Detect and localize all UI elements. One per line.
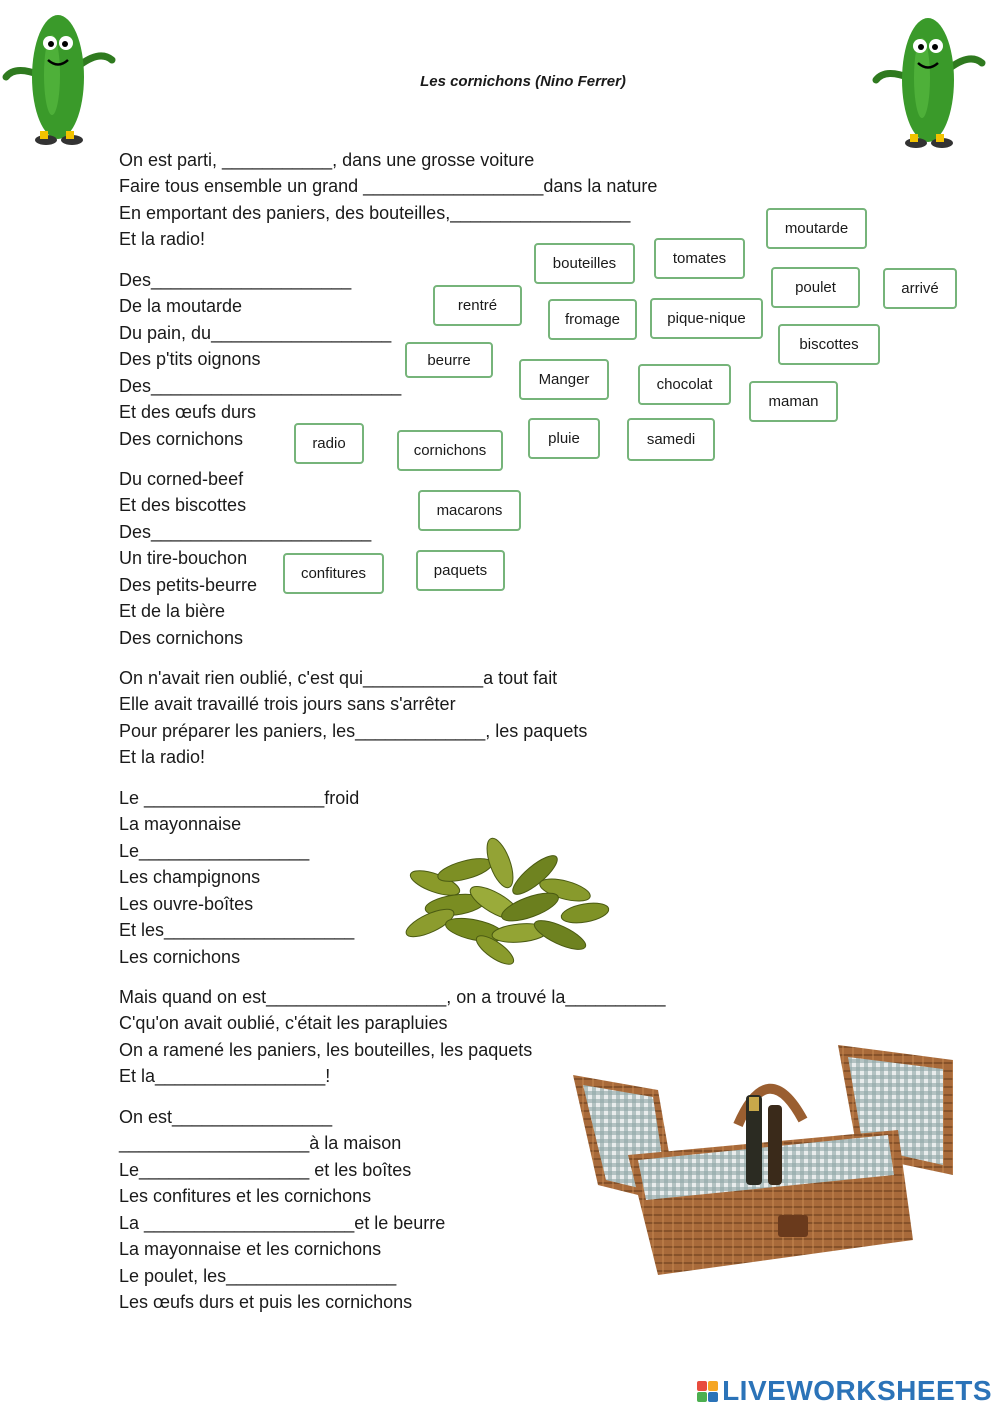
lyric-line: Des_________________________ xyxy=(119,376,402,396)
picnic-basket-image xyxy=(568,1035,958,1300)
word-chip-macarons[interactable]: macarons xyxy=(418,490,521,531)
lyric-line: Un tire-bouchon xyxy=(119,548,248,568)
word-chip-bouteilles[interactable]: bouteilles xyxy=(534,243,635,284)
liveworksheets-footer xyxy=(697,1375,992,1407)
word-chip-arrive[interactable]: arrivé xyxy=(883,268,957,309)
word-chip-confitures[interactable]: confitures xyxy=(283,553,384,594)
lyric-line: La mayonnaise et les cornichons xyxy=(119,1239,382,1259)
lyric-line: Pour préparer les paniers, les_____________, les paquets xyxy=(119,721,588,741)
lyric-line: Des cornichons xyxy=(119,429,244,449)
lyric-line: Des petits-beurre xyxy=(119,575,258,595)
word-chip-moutarde[interactable]: moutarde xyxy=(766,208,867,249)
lyric-line: On est________________ xyxy=(119,1107,333,1127)
lyric-line: Les confitures et les cornichons xyxy=(119,1186,372,1206)
lyric-line: Faire tous ensemble un grand __________________dans la nature xyxy=(119,176,658,196)
lyric-line: Des____________________ xyxy=(119,270,352,290)
lyric-line: De la moutarde xyxy=(119,296,243,316)
lyric-line: Des p'tits oignons xyxy=(119,349,261,369)
lyric-line: Et les___________________ xyxy=(119,920,355,940)
liveworksheets-logo-icon xyxy=(697,1381,718,1402)
lyric-line: Les champignons xyxy=(119,867,261,887)
lyric-line: Les ouvre-boîtes xyxy=(119,894,254,914)
lyric-line: Du pain, du__________________ xyxy=(119,323,392,343)
word-chip-fromage[interactable]: fromage xyxy=(548,299,637,340)
lyric-line: Les cornichons xyxy=(119,947,241,967)
lyric-line: On n'avait rien oublié, c'est qui____________a tout fait xyxy=(119,668,558,688)
word-chip-biscottes[interactable]: biscottes xyxy=(778,324,880,365)
lyric-line: La mayonnaise xyxy=(119,814,242,834)
word-chip-poulet[interactable]: poulet xyxy=(771,267,860,308)
word-chip-rentre[interactable]: rentré xyxy=(433,285,522,326)
lyric-line: En emportant des paniers, des bouteilles,__________________ xyxy=(119,203,631,223)
lyric-line: Le __________________froid xyxy=(119,788,360,808)
lyric-line: Le poulet, les_________________ xyxy=(119,1266,397,1286)
lyric-line: Et la_________________! xyxy=(119,1066,331,1086)
lyric-line: Et des biscottes xyxy=(119,495,247,515)
word-chip-tomates[interactable]: tomates xyxy=(654,238,745,279)
lyric-line: On est parti, ___________, dans une grosse voiture xyxy=(119,150,535,170)
lyric-line: Le_________________ xyxy=(119,841,310,861)
lyric-line: Et de la bière xyxy=(119,601,226,621)
brand-name: LIVEWORKSHEETS xyxy=(722,1375,992,1406)
lyric-line: On a ramené les paniers, les bouteilles, les paquets xyxy=(119,1040,533,1060)
pickles-image xyxy=(395,835,620,965)
lyric-line: Du corned-beef xyxy=(119,469,244,489)
lyric-line: Et des œufs durs xyxy=(119,402,257,422)
word-chip-pique-nique[interactable]: pique-nique xyxy=(650,298,763,339)
word-chip-manger[interactable]: Manger xyxy=(519,359,609,400)
word-chip-samedi[interactable]: samedi xyxy=(627,418,715,461)
word-chip-radio[interactable]: radio xyxy=(294,423,364,464)
lyric-line: Et la radio! xyxy=(119,229,206,249)
worksheet-title: Les cornichons (Nino Ferrer) xyxy=(420,73,626,90)
lyric-line: Le_________________ et les boîtes xyxy=(119,1160,412,1180)
lyric-line: Mais quand on est__________________, on a trouvé la__________ xyxy=(119,987,666,1007)
lyric-line: Et la radio! xyxy=(119,747,206,767)
lyric-line: C'qu'on avait oublié, c'était les parapluies xyxy=(119,1013,448,1033)
word-chip-paquets[interactable]: paquets xyxy=(416,550,505,591)
lyric-line: Elle avait travaillé trois jours sans s'arrêter xyxy=(119,694,456,714)
word-chip-chocolat[interactable]: chocolat xyxy=(638,364,731,405)
word-chip-maman[interactable]: maman xyxy=(749,381,838,422)
lyric-line: Des cornichons xyxy=(119,628,244,648)
word-chip-beurre[interactable]: beurre xyxy=(405,342,493,378)
lyric-line: Les œufs durs et puis les cornichons xyxy=(119,1292,413,1312)
lyric-line: ___________________à la maison xyxy=(119,1133,402,1153)
word-chip-pluie[interactable]: pluie xyxy=(528,418,600,459)
word-chip-cornichons[interactable]: cornichons xyxy=(397,430,503,471)
lyric-line: Des______________________ xyxy=(119,522,372,542)
lyric-line: La _____________________et le beurre xyxy=(119,1213,446,1233)
